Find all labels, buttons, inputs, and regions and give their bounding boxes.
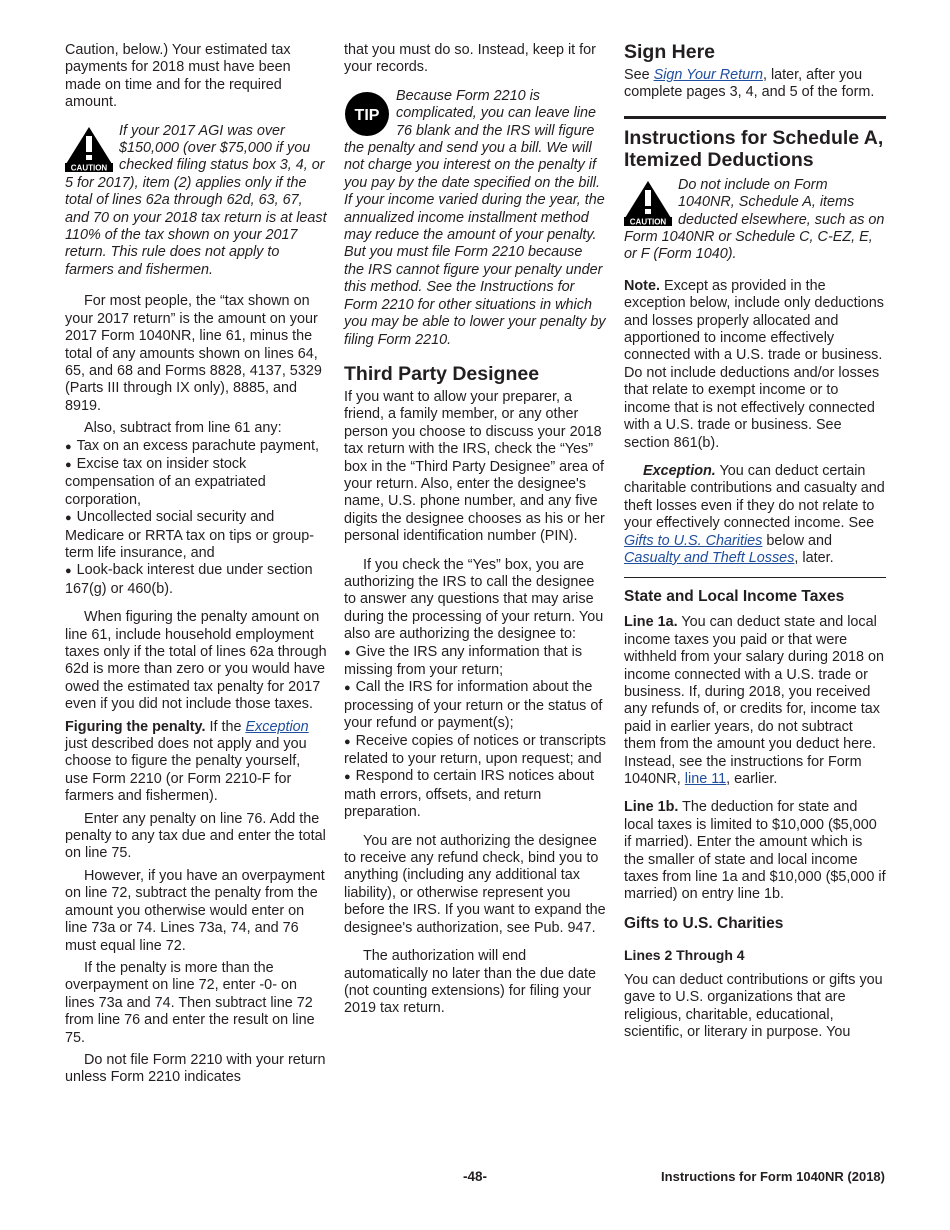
paragraph: The authorization will end automatically no later than the due date (not counting extensions) for filing your 2019 tax return. bbox=[344, 948, 597, 1017]
caution-label: CAUTION bbox=[629, 217, 667, 226]
paragraph: Caution, below.) Your estimated tax payments for 2018 must have been made on time and for the required amount. bbox=[65, 42, 291, 111]
paragraph: Note. Except as provided in the exception below, include only deductions and losses properly allocated and apportioned to income effectively connected with a U.S. trade or business. Do not include deductions and/or losses that relate to exempt income or to income that is not effectively connected with a U.S. trade or business. See section 861(b). bbox=[624, 277, 885, 451]
paragraph: Figuring the penalty. If the Exception just described does not apply and you choose to figure the penalty yourself, use Form 2210 (or Form 2210-F for farmers and fishermen). bbox=[65, 718, 309, 805]
caution-text: If your 2017 AGI was over $150,000 (over $75,000 if you checked filing status box 3, 4, or 5 for 2017), item (2) applies only if the total of lines 62a through 62d, 63, 67, and 70 on your 2018 tax return is at least 110% of the tax shown on your 2017 return. This rule does not apply to farmers and fishermen. bbox=[65, 122, 327, 278]
casualty-theft-link[interactable]: Casualty and Theft Losses bbox=[624, 549, 795, 566]
list-item: ● Give the IRS any information that is missing from your return; bbox=[344, 643, 583, 678]
list-item: ● Call the IRS for information about the processing of your return or the status of your refund or payment(s); bbox=[344, 679, 603, 732]
sign-here-heading: Sign Here bbox=[624, 41, 716, 63]
tip-text: Because Form 2210 is complicated, you can leave line 76 blank and the IRS will figure the penalty and send you a bill. We will not charge you interest on the penalty if you pay by the date specified on the bill. If your income varied during the year, the annualized income installment method may reduce the amount of your penalty. But you must file Form 2210 because the IRS cannot figure your penalty under this method. See the Instructions for Form 2210 for other situations in which you may be able to lower your penalty by filing Form 2210. bbox=[344, 87, 606, 348]
subsection-heading: State and Local Income Taxes bbox=[624, 588, 845, 606]
paragraph: For most people, the “tax shown on your 2017 return” is the amount on your 2017 Form 1040NR, line 61, minus the total of any amounts shown on lines 64, 65, and 68 and Forms 8828, 4137, 5329 (Parts III through IX only), 8885, and 8919. bbox=[65, 293, 322, 414]
run-in-heading: Line 1b. bbox=[624, 799, 679, 816]
footer-form-title: Instructions for Form 1040NR (2018) bbox=[661, 1169, 885, 1184]
sign-your-return-link[interactable]: Sign Your Return bbox=[653, 67, 763, 83]
gifts-charities-link[interactable]: Gifts to U.S. Charities bbox=[624, 532, 763, 549]
tip-note bbox=[344, 88, 606, 349]
list-item: ● Look-back interest due under section 167(g) or 460(b). bbox=[65, 562, 313, 597]
caution-note bbox=[624, 177, 886, 264]
list-item: ● Excise tax on insider stock compensation of an expatriated corporation, bbox=[65, 455, 266, 508]
section-heading: Third Party Designee bbox=[344, 362, 540, 385]
paragraph: Also, subtract from line 61 any: bbox=[84, 420, 282, 437]
tip-icon bbox=[344, 91, 390, 137]
paragraph: Line 1b. The deduction for state and local taxes is limited to $10,000 ($5,000 if married). Enter the amount which is the smaller of state and local income taxes from line 1a and $10,000 ($5,000 if married) on entry line 1b. bbox=[624, 799, 886, 903]
column-left bbox=[65, 42, 327, 1092]
section-divider bbox=[624, 577, 886, 578]
list-item: ● Tax on an excess parachute payment, bbox=[65, 437, 320, 454]
column-middle bbox=[344, 42, 606, 1023]
paragraph: Line 1a. You can deduct state and local income taxes you paid or that were withheld from your salary during 2018 on income connected with a U.S. trade or business. If, during 2018, you received any refunds of, or credits for, income tax paid in earlier years, do not subtract them from the amount you deduct here. Instead, see the instructions for Form 1040NR, line 11, earlier. bbox=[624, 614, 884, 787]
run-in-heading: Exception. bbox=[643, 462, 716, 479]
run-in-heading: Figuring the penalty. bbox=[65, 718, 206, 735]
paragraph: that you must do so. Instead, keep it for your records. bbox=[344, 42, 596, 76]
run-in-heading: Line 1a. bbox=[624, 614, 678, 631]
paragraph: If you want to allow your preparer, a friend, a family member, or any other person you choose to discuss your 2018 tax return with the IRS, check the “Yes” box in the “Third Party Designee” area of your return. Also, enter the designee's name, U.S. phone number, and any five digits the designee chooses as his or her personal identification number (PIN). bbox=[344, 388, 605, 545]
paragraph: When figuring the penalty amount on line 61, include household employment taxes only if the total of lines 62a through 62d is more than zero or you would have owed the estimated tax penalty for 2017 even if you did not include those taxes. bbox=[65, 609, 327, 713]
paragraph: However, if you have an overpayment on line 72, subtract the penalty from the amount you otherwise would enter on line 73a or 74. Lines 73a, 74, and 76 must equal line 72. bbox=[65, 867, 325, 954]
paragraph: If the penalty is more than the overpayment on line 72, enter -0- on lines 73a and 74. Then subtract line 72 from line 76 and enter the result on line 75. bbox=[65, 959, 315, 1046]
subsection-heading: Gifts to U.S. Charities bbox=[624, 914, 784, 932]
page-number: -48- bbox=[462, 1169, 487, 1184]
caution-note bbox=[65, 123, 327, 280]
section-divider bbox=[624, 116, 886, 119]
paragraph: If you check the “Yes” box, you are authorizing the IRS to call the designee to answer any questions that may arise during the processing of your return. You also are authorizing the designee to: bbox=[344, 556, 604, 643]
list-item: ● Uncollected social security and Medicare or RRTA tax on tips or group-term life insurance, and bbox=[65, 509, 315, 561]
exception-link[interactable]: Exception bbox=[245, 718, 309, 735]
paragraph: You are not authorizing the designee to receive any refund check, bind you to anything (including any additional tax liability), or otherwise represent you before the IRS. If you want to expand the designee's authorization, see Pub. 947. bbox=[344, 832, 606, 936]
line-11-link[interactable]: line 11 bbox=[684, 771, 727, 787]
paragraph: Exception. You can deduct certain charitable contributions and casualty and theft losses even if they do not relate to your effectively connected income. See Gifts to U.S. Charities below and Casualty and Theft Losses, later. bbox=[624, 462, 885, 566]
caution-text: Do not include on Form 1040NR, Schedule A, items deducted elsewhere, such as on Form 1040NR or Schedule C, C-EZ, E, or F (Form 1040). bbox=[624, 176, 885, 263]
schedule-a-heading: Instructions for Schedule A, Itemized Deductions bbox=[624, 126, 884, 171]
caution-label: CAUTION bbox=[70, 163, 108, 172]
caution-icon bbox=[65, 126, 113, 172]
list-item: ● Respond to certain IRS notices about math errors, offsets, and return preparation. bbox=[344, 768, 595, 821]
tip-label: TIP bbox=[354, 106, 380, 124]
paragraph: Do not file Form 2210 with your return unless Form 2210 indicates bbox=[65, 1051, 326, 1086]
column-right bbox=[624, 42, 886, 1046]
list-item: ● Receive copies of notices or transcripts related to your return, upon request; and bbox=[344, 732, 607, 768]
paragraph: You can deduct contributions or gifts you gave to U.S. organizations that are religious, charitable, educational, scientific, or literary in purpose. You bbox=[624, 971, 883, 1041]
caution-icon bbox=[624, 180, 672, 226]
paragraph: Enter any penalty on line 76. Add the penalty to any tax due and enter the total on line 75. bbox=[65, 810, 326, 862]
run-in-heading: Note. bbox=[624, 277, 660, 294]
minor-heading: Lines 2 Through 4 bbox=[624, 946, 745, 963]
bullet-list bbox=[65, 438, 327, 599]
paragraph: See Sign Your Return, later, after you complete pages 3, 4, and 5 of the form. bbox=[624, 67, 875, 101]
bullet-list bbox=[344, 644, 606, 822]
